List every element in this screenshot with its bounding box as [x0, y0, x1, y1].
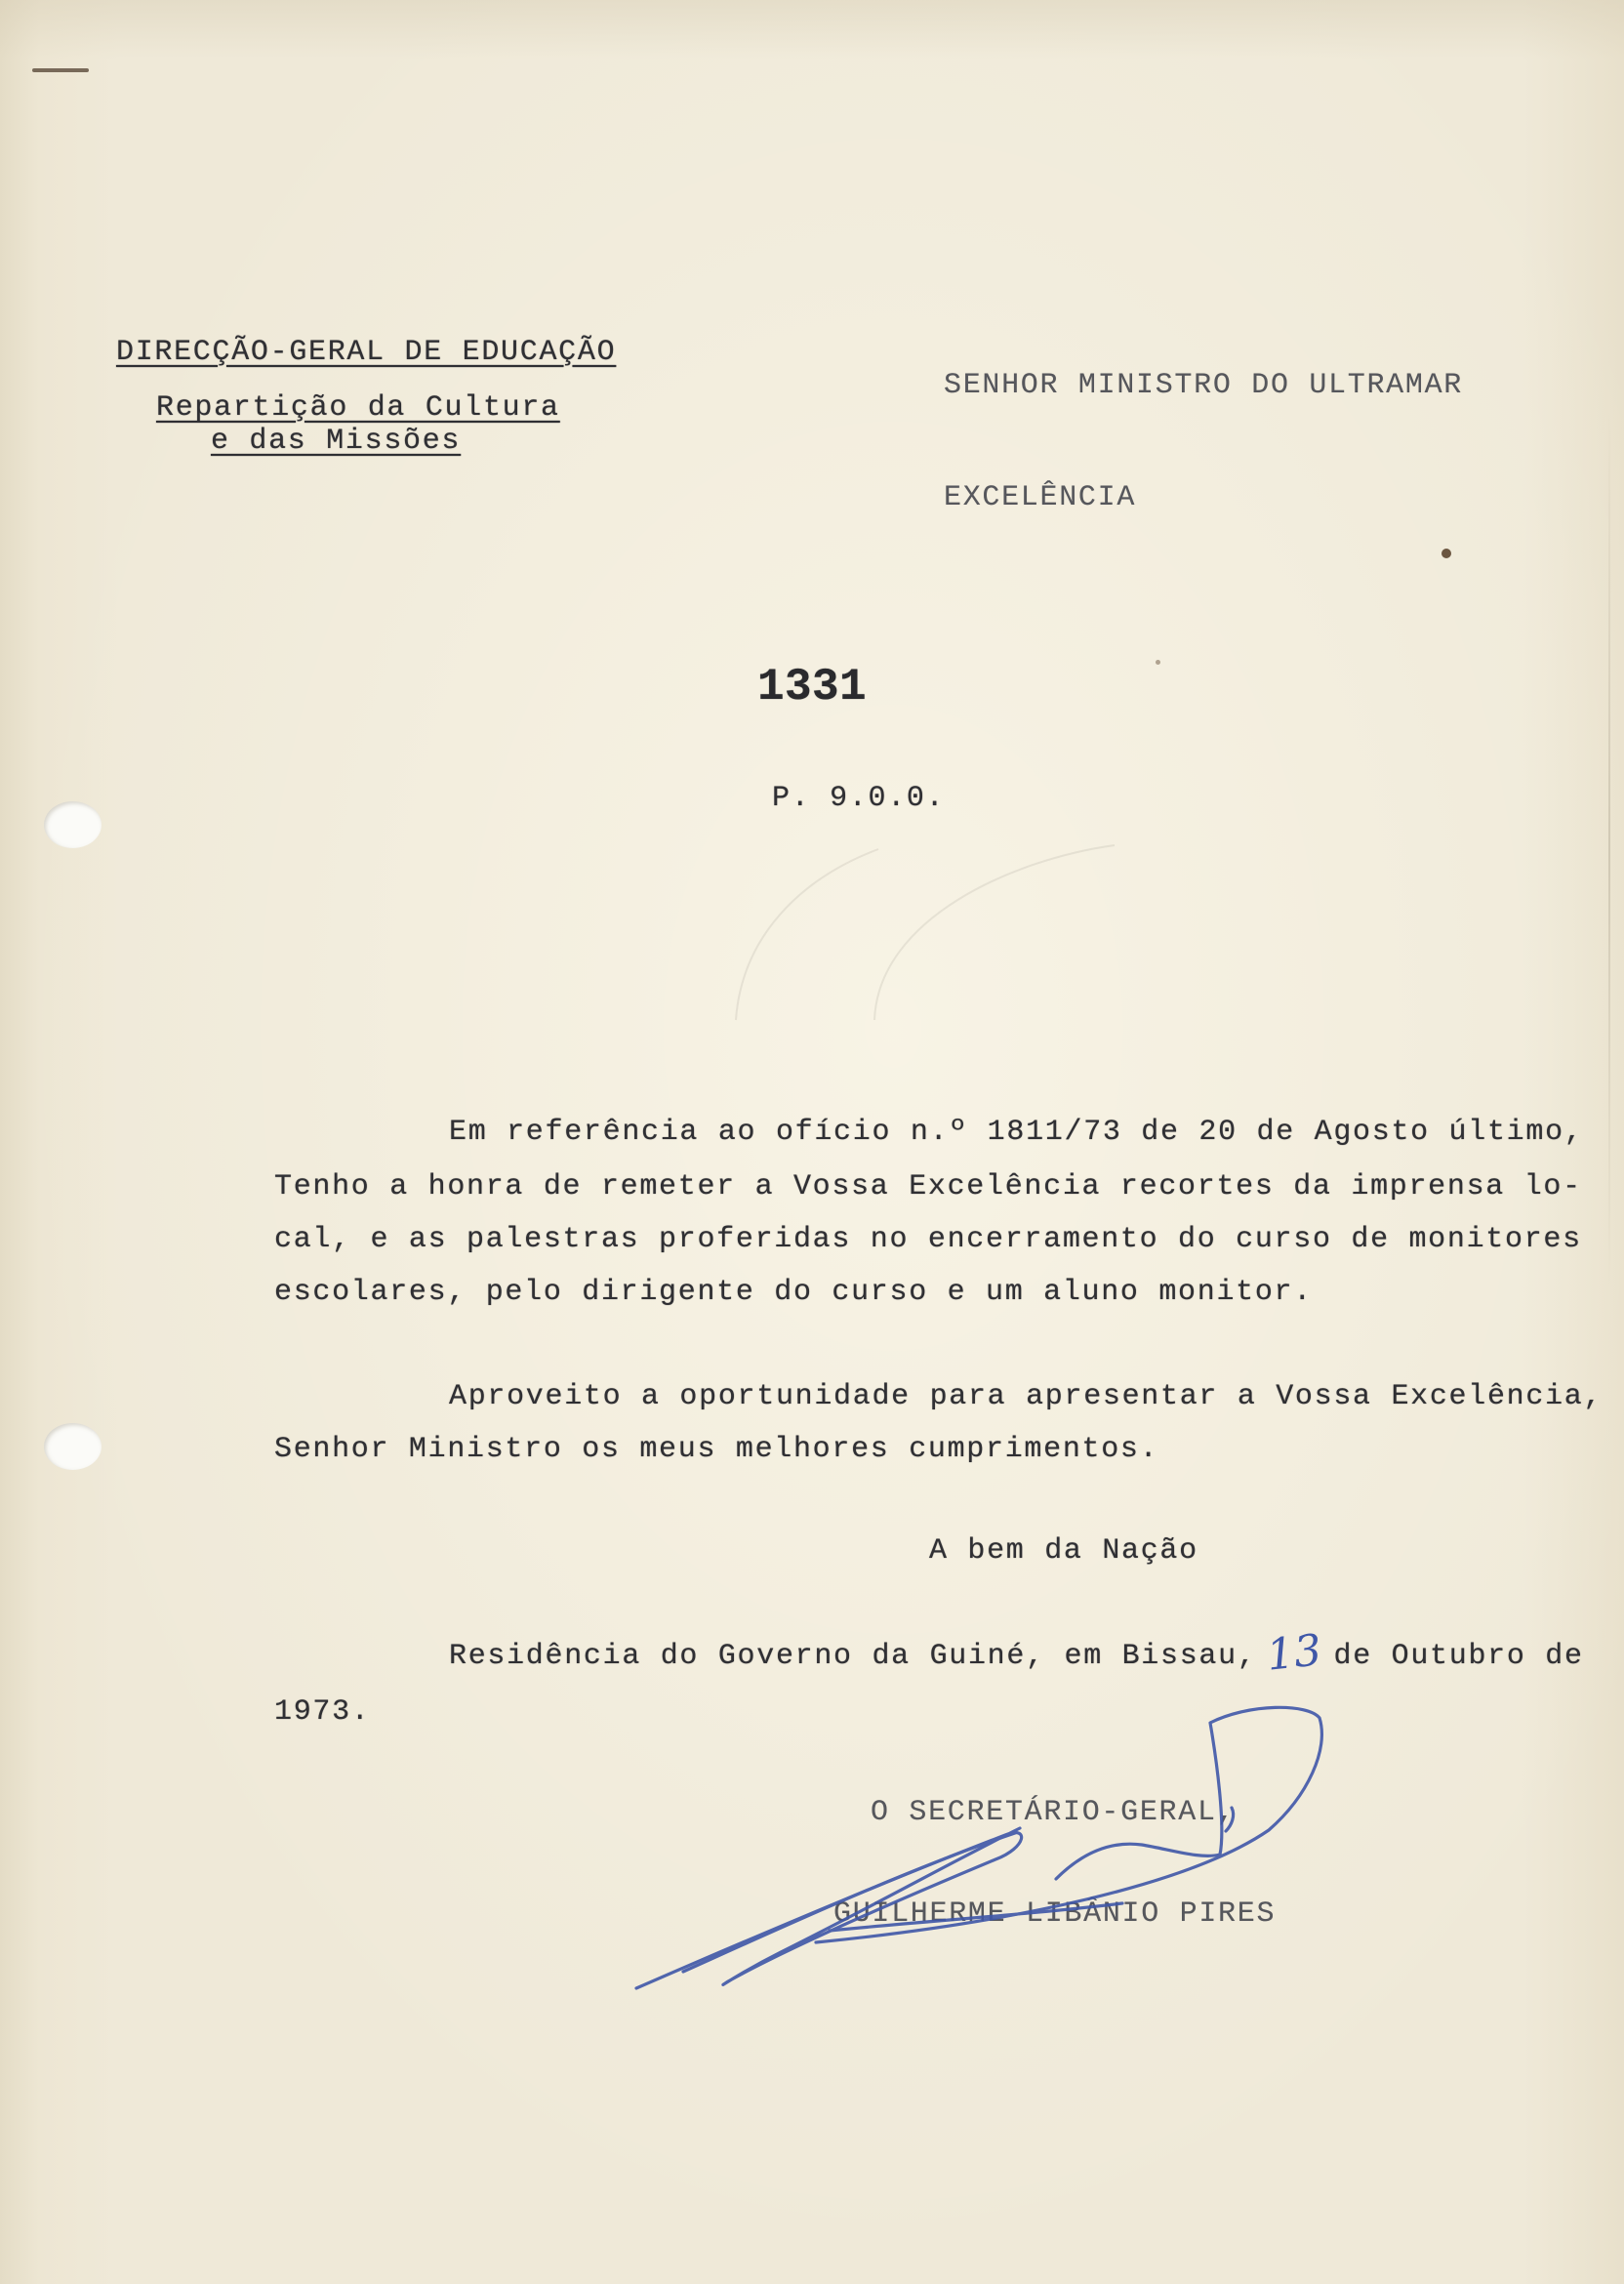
margin-mark	[32, 68, 89, 72]
signatory-title: O SECRETÁRIO-GERAL,	[871, 1796, 1237, 1829]
body-line: Aproveito a oportunidade para apresentar a Vossa Excelência,	[449, 1380, 1604, 1413]
body-line: escolares, pelo dirigente do curso e um aluno monitor.	[274, 1276, 1313, 1309]
closing-formula: A bem da Nação	[929, 1534, 1198, 1568]
body-line: cal, e as palestras proferidas no encerramento do curso de monitores	[274, 1223, 1582, 1256]
date-year: 1973.	[274, 1695, 371, 1729]
paper-fold	[1608, 410, 1610, 1288]
date-line	[449, 1625, 1584, 1681]
addressee-title: SENHOR MINISTRO DO ULTRAMAR	[944, 369, 1463, 402]
body-line: Tenho a honra de remeter a Vossa Excelência recortes da imprensa lo-	[274, 1170, 1582, 1203]
signatory-name: GUILHERME LIBÂNIO PIRES	[833, 1897, 1277, 1931]
addressee-salutation: EXCELÊNCIA	[944, 481, 1137, 514]
signature-stroke	[1056, 1844, 1220, 1879]
letterhead-section-line1: Repartição da Cultura	[156, 391, 560, 425]
file-code: P. 9.0.0.	[772, 782, 946, 815]
punch-hole-top	[44, 801, 102, 848]
punch-hole-bottom	[44, 1423, 102, 1470]
ink-speck	[1441, 549, 1451, 558]
handwritten-day: 13	[1263, 1625, 1323, 1681]
letterhead-section-line2: e das Missões	[211, 425, 462, 458]
date-month: de Outubro de	[1333, 1640, 1584, 1673]
body-line: Em referência ao ofício n.º 1811/73 de 20 de Agosto último,	[449, 1116, 1584, 1149]
document-number: 1331	[757, 662, 868, 713]
ink-speck	[1156, 660, 1160, 665]
date-place: Residência do Governo da Guiné, em Bissau,	[449, 1640, 1257, 1673]
letterhead-department: DIRECÇÃO-GERAL DE EDUCAÇÃO	[116, 336, 617, 369]
body-line: Senhor Ministro os meus melhores cumprimentos.	[274, 1433, 1159, 1466]
pencil-mark	[736, 845, 1115, 1020]
day-slot	[1257, 1625, 1334, 1681]
